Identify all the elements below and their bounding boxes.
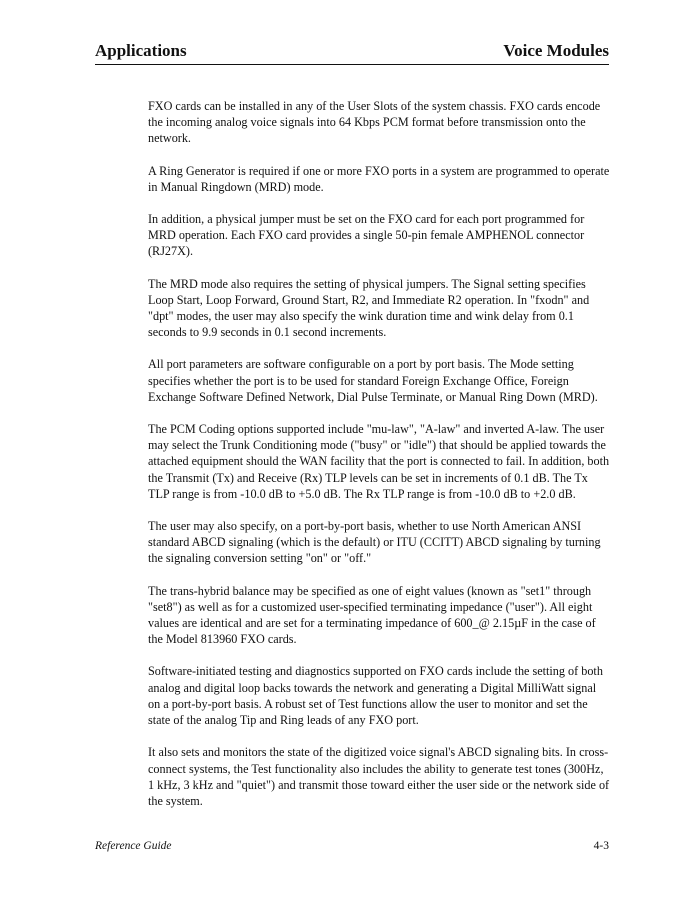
paragraph-mrd-mode: The MRD mode also requires the setting of physical jumpers. The Signal setting specifies Loop Start, Loop Forward, Ground Start, R2, and Immediate R2 operation. In "fxodn" and "dpt" modes, the user may also specify the wink duration time and wink delay from 0.1 seconds to 9.9 seconds in 0.1 second increments. <box>148 276 590 340</box>
page-footer <box>95 840 609 856</box>
paragraph-pcm-coding: The PCM Coding options supported include "mu-law", "A-law" and inverted A-law. The user may select the Trunk Conditioning mode ("busy" or "idle") that should be applied towards the attached equipment should the WAN facility that the port is connected to fail. In addition, both the Transmit (Tx) and Receive (Rx) TLP levels can be set in increments of 0.1 dB. The Tx TLP range is from -10.0 dB to +5.0 dB. The Rx TLP range is from -10.0 dB to +2.0 dB. <box>148 422 610 501</box>
body-text <box>148 98 610 825</box>
paragraph-fxo-slots: FXO cards can be installed in any of the User Slots of the system chassis. FXO cards encode the incoming analog voice signals into 64 Kbps PCM format before transmission onto the network. <box>148 99 601 146</box>
header-section-title: Applications <box>95 41 187 60</box>
paragraph-port-parameters: All port parameters are software configurable on a port by port basis. The Mode setting specifies whether the port is to be used for standard Foreign Exchange Office, Foreign Exchange Software Defined Network, Dial Pulse Terminate, or Manual Ring Down (MRD). <box>148 357 598 404</box>
paragraph-ring-generator: A Ring Generator is required if one or more FXO ports in a system are programmed to operate in Manual Ringdown (MRD) mode. <box>148 163 610 194</box>
paragraph-signaling-bits: It also sets and monitors the state of the digitized voice signal's ABCD signaling bits. In cross-connect systems, the Test functionality also includes the ability to generate test tones (300Hz, 1 kHz, 3 kHz and "quiet") and transmit those toward either the user side or the network side of the system. <box>148 745 610 808</box>
page-header <box>95 40 609 65</box>
paragraph-trans-hybrid: The trans-hybrid balance may be specified as one of eight values (known as "set1" through "set8") as well as for a customized user-specified terminating impedance ("user"). All eight values are identical and are set for a terminating impedance of 600_@ 2.15µF in the case of the Model 813960 FXO cards. <box>148 583 596 647</box>
paragraph-testing-diagnostics: Software-initiated testing and diagnostics supported on FXO cards include the setting of both analog and digital loop backs towards the network and generating a Digital MilliWatt signal on a port-by-port basis. A robust set of Test functions allow the user to monitor and set the state of the analog Tip and Ring leads of any FXO port. <box>148 664 603 728</box>
paragraph-physical-jumper: In addition, a physical jumper must be set on the FXO card for each port programmed for MRD operation. Each FXO card provides a single 50-pin female AMPHENOL connector (RJ27X). <box>148 212 585 259</box>
header-chapter-title: Voice Modules <box>503 41 609 60</box>
footer-guide-title: Reference Guide <box>95 840 172 852</box>
page-number: 4-3 <box>593 840 609 852</box>
paragraph-abcd-signaling: The user may also specify, on a port-by-port basis, whether to use North American ANSI standard ABCD signaling (which is the default) or ITU (CCITT) ABCD signaling by turning the signaling conversion setting "on" or "off." <box>148 519 601 566</box>
